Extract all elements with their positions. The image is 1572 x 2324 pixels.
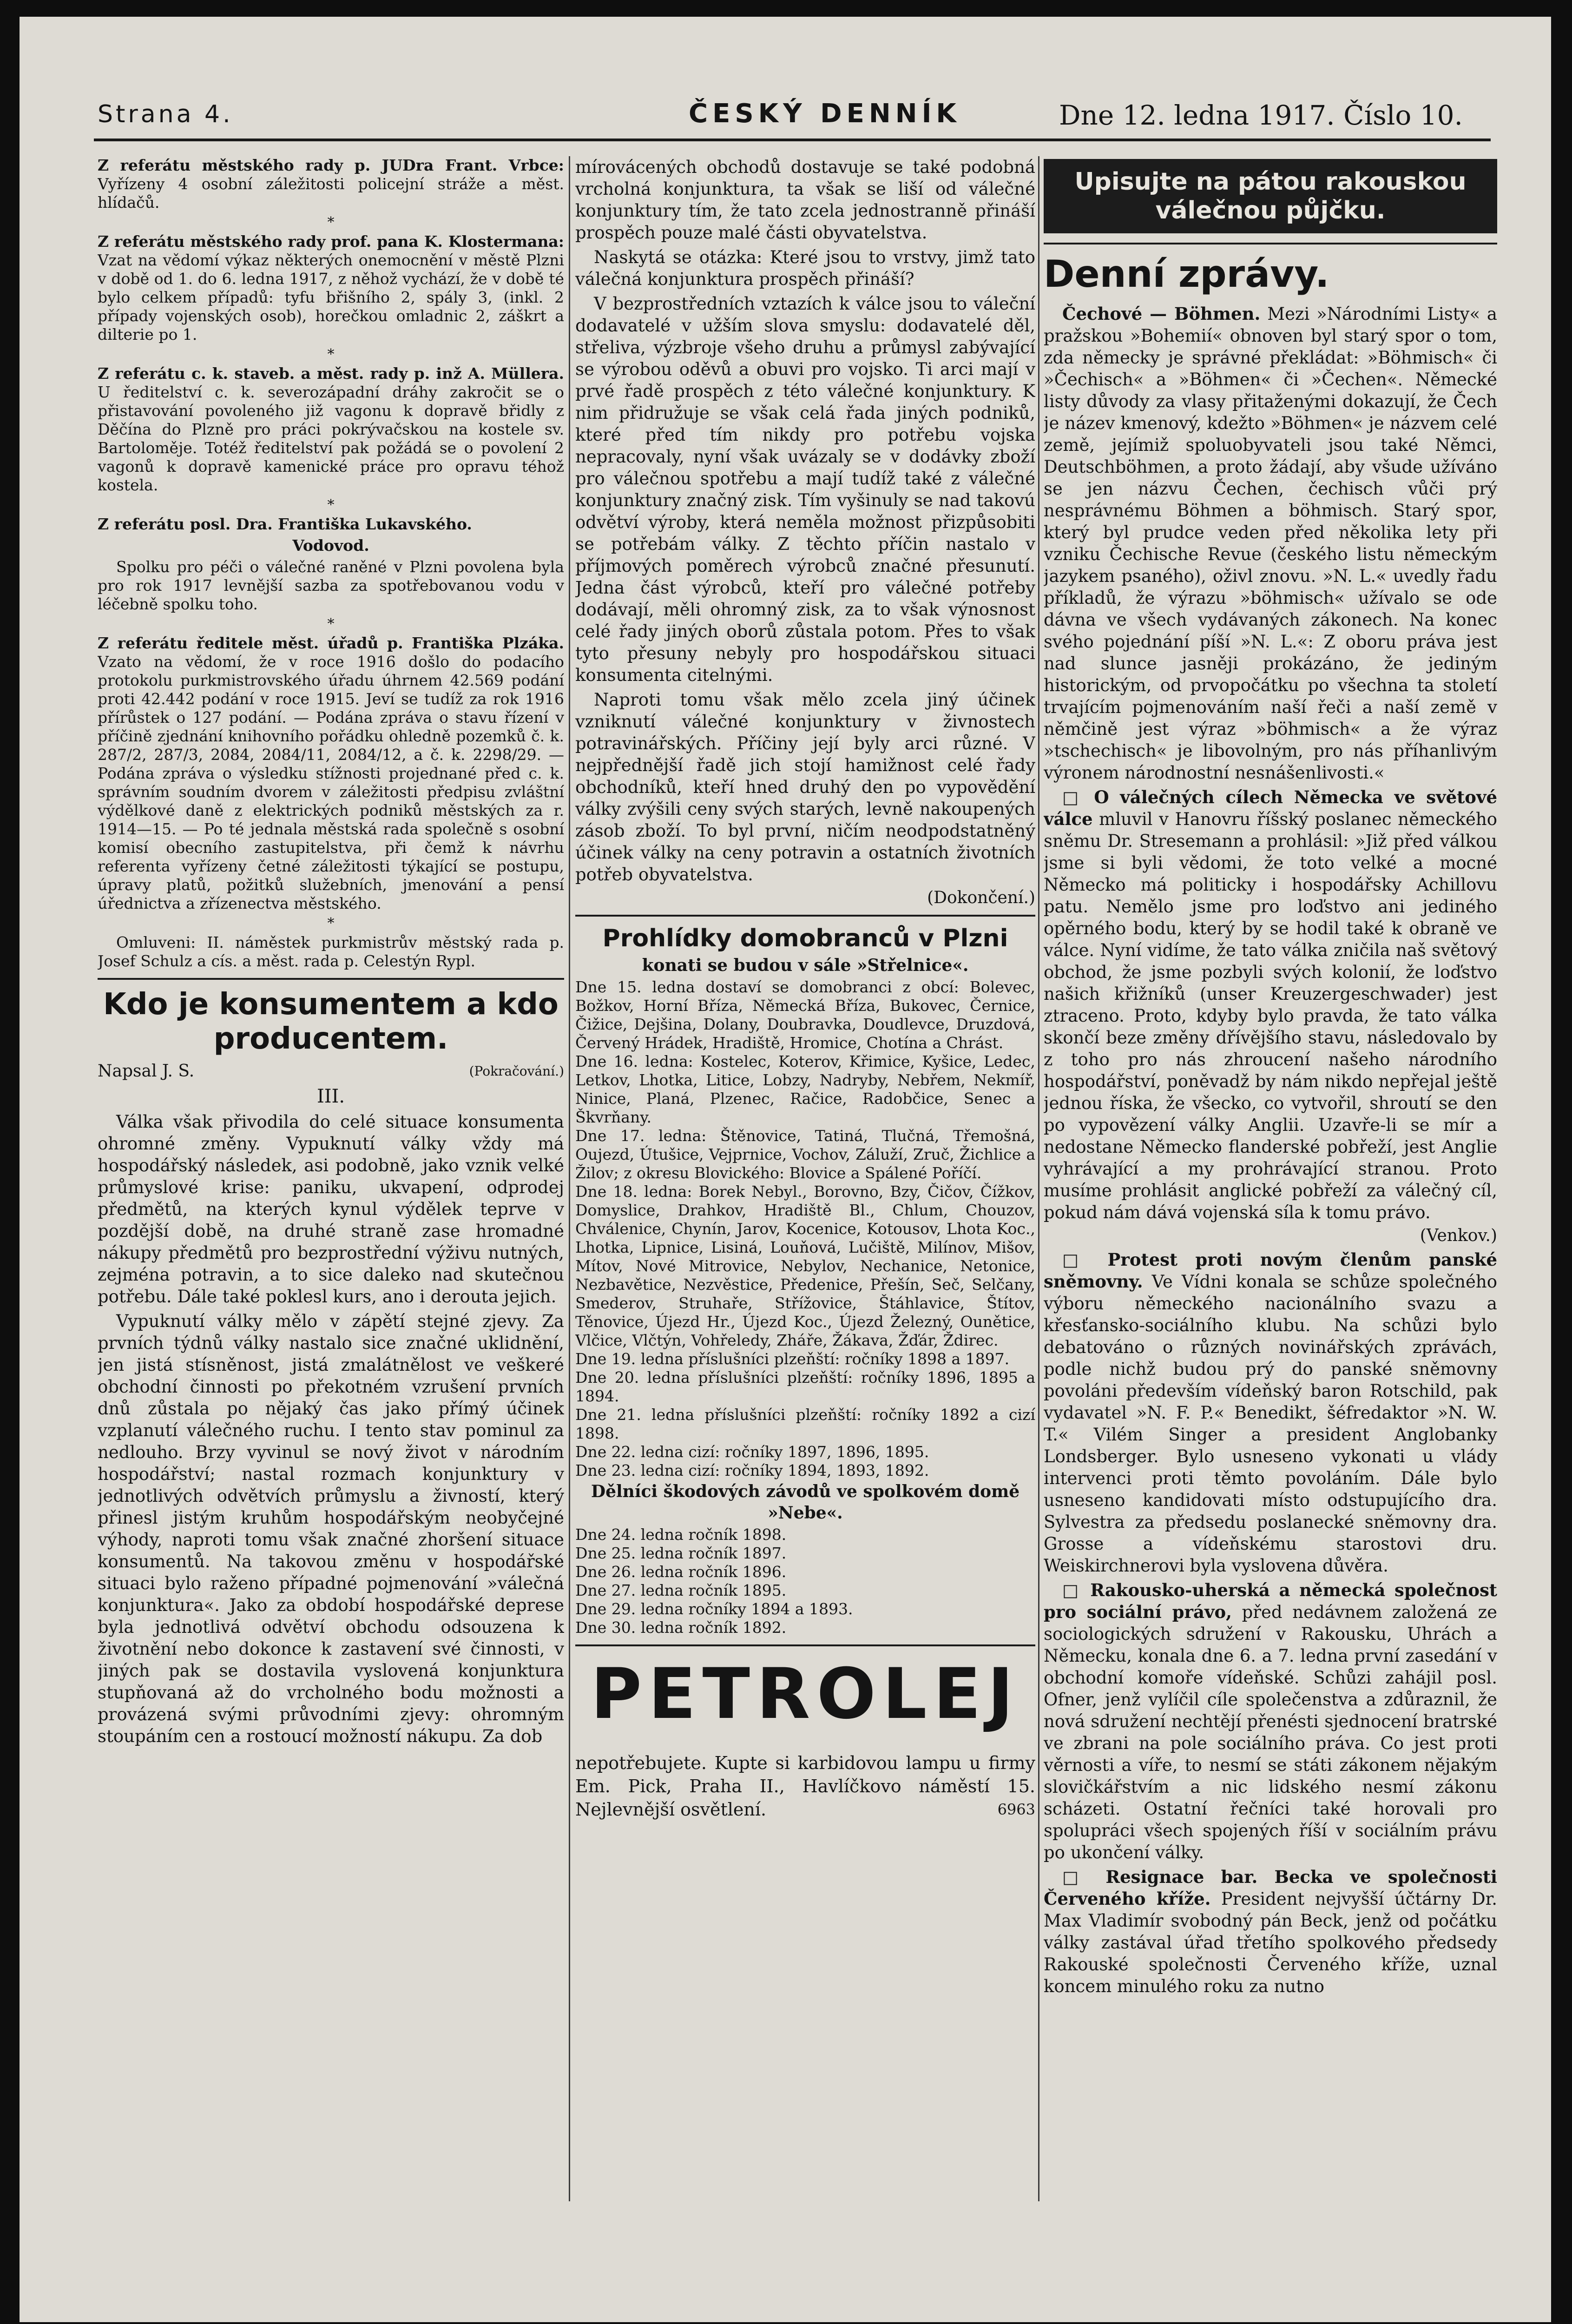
article-paragraph: Válka však přivodila do celé situace konsumenta ohromné změny. Vypuknutí války vždy má hospodářský následek, asi podobně, jako vznik velké průmyslové krise: paniku, ukvapení, odprodej předmětů, na kterých kynul výdělek teprve v pozdější době, na druhé straně zase hromadné nákupy předmětů pro bezprostřední výživu nutných, zejména potravin, a to sice daleko nad skutečnou potřebu. Dále také poklesl kurs, ano i derouta jejich. [98,1112,564,1307]
source-note: (Venkov.) [1420,1226,1497,1245]
page-number: Strana 4. [98,100,233,128]
news-item: □ Rakousko-uherská a německá společnost pro sociální právo, před nedávnem založená ze sociologických sdružení v Rakousku, Uhrách a Německu, konala dne 6. a 7. ledna první zasedání v obchodní komoře vídeňské. Schůzi zahájil posl. Ofner, jenž vylíčil cíle společenstva a zdůraznil, že nová sdružení nechtějí přenésti sjednocení bratrské ve zbrani na pole sociálního práva. Co jest proti věrnosti a víře, to nesmí se státi zákonem nějakým slovičkářstvím a nic lidského nesmí zákonu scházeti. Ostatní řečníci také horovali pro spolupráci všech spojených říší v sociálním právu po ukončení války. [1044,1580,1497,1862]
bullet-icon: □ [1062,1867,1106,1887]
bullet-icon: □ [1062,787,1094,807]
section-rule [98,978,564,980]
separator: * [327,497,335,513]
section-rule [575,915,1035,917]
section-rule [575,1644,1035,1646]
separator: * [327,214,335,231]
article-paragraph: V bezprostředních vztazích k válce jsou to váleční dodavatelé v užším slova smyslu: dodavatelé děl, střeliva, výzbroje všeho druhu a průmysl zabývající se výrobou oděvů a obuvi pro vojsko. Ti arci mají v prvé řadě prospěch z této válečné konjunktury. K nim přidružuje se však celá řada jiných podniků, které před tím nikdy pro potřebu vojska nepracovaly, nyní však uvázaly se v dodávky zboží pro válečnou spotřebu a mají tudíž také z válečné konjunktury značný zisk. Tím vyšinuly se nad takovú odvětví výroby, která neměla možnost přizpůsobiti se potřebám války. Z těchto příčin nastalo v příjmových poměrech výrobců značné přesunutí. Jedna část výrobců, kteří pro válečné potřeby dodávají, měli ohromný zisk, za to však výnosnost celé řady jiných oborů zůstala potom. Přes to však tyto přesuny nebyly pro hospodářskou situaci konsumenta citelnými. [575,294,1035,685]
article-consumer [98,987,564,1747]
article-paragraph: mírovácených obchodů dostavuje se také podobná vrcholná konjunktura, ta však se liší od válečné konjunktury tím, že tato zcela jednostranně přináší prospěch pouze malé části obyvatelstva. [575,157,1035,243]
report-block: Z referátu ředitele měst. úřadů p. Františka Plzáka. Vzato na vědomí, že v roce 1916 došlo do podacího protokolu purkmistrovského úřadu úhrnem 42.569 podání proti 42.442 podání v roce 1915. Jeví se tudíž za rok 1916 přírůstek o 127 podání. — Podána zpráva o stavu řízení v příčině zjednání knihovního pořádku ohledně pozemků č. k. 287/2, 287/3, 2084, 2084/11, 2084/12, a č. k. 2298/29. — Podána zpráva o výsledku stížnosti projednané před c. k. správním soudním dvorem v záležitosti předpisu zvláštní výdělkové daně z elektrických podniků městských za r. 1914—15. — Po té jednala městská rada společně s osobní komisí obecního zastupitelstva, při čemž k návrhu referenta vyřízeny četné záležitosti týkající se postupu, úpravy platů, požitků služebních, jmenování a pensí úřednictva a zřízenectva městského. [98,634,564,912]
newspaper-page [20,17,1551,2322]
column-2 [575,156,1035,2201]
news-item: Čechové — Böhmen. Mezi »Národními Listy« a pražskou »Bohemií« obnoven byl starý spor o tom, zda německy je správné překládat: »Böhmisch« či »Čechisch« a »Böhmen« či »Čechen«. Německé listy důvody za vlasy přitaženými dokazují, že Čech je název kmenový, kdežto »Böhmen« je názvem celé země, jejímiž spoluobyvateli jsou také Němci, Deutschböhmen, a proto žádají, aby všude užíváno se jen názvu Čechen, čechisch vůči prý nesprávnému Böhmen a böhmisch. Starý spor, který byl prudce veden před několika lety při vzniku Čechische Revue (českého listu německým jazykem psaného), oživl znovu. »N. L.« uvedly řadu příkladů, že výrazu »böhmisch« užívalo se ode dávna ve všech vydávaných zákonech. Na konec svého pojednání píší »N. L.«: Z oboru práva jest nad slunce jasněji prokázáno, že jediným historickým, od prvopočátku po všechna ta století trvajícím pojmenováním naší řeči a naší země v němčině jest výraz »böhmisch« a že výraz »tschechisch« je libovolným, pro nás příhanlivým výronem národnostní nesnášenlivosti.« [1044,304,1497,783]
section-rule [1044,243,1497,244]
report-block: Z referátu c. k. staveb. a měst. rady p. inž A. Müllera. U ředitelství c. k. severozápadní dráhy zakročit se o přistavování povoleného již vagonu k dopravě břidly z Děčína do Plzně pro práci pokrývačskou na kostele sv. Bartoloměje. Totéž ředitelství pak požádá se o povolení 2 vagonů k dopravě kamenické práce pro opravu téhož kostela. [98,364,564,494]
ad-petrolej [575,1655,1035,1821]
report-block: Spolku pro péči o válečné raněné v Plzni povolena byla pro rok 1917 levnější sazba za spotřebovanou vodu v léčebně spolku toho. [98,558,564,613]
schedule-entry: Dne 30. ledna ročník 1892. [575,1618,787,1637]
schedule-entry: Dne 26. ledna ročník 1896. [575,1563,787,1581]
bullet-icon: □ [1062,1580,1091,1600]
article-part: III. [316,1086,345,1107]
author: Napsal J. S. [98,1062,195,1081]
report-block: Z referátu městského rady prof. pana K. Klostermana: Vzat na vědomí výkaz některých onemocnění v městě Plzni v době od 1. do 6. ledna 1917, z něhož vychází, že v době té bylo celkem případů: tyfu břišního 2, spály 3, (inkl. 2 případy vojenských osob), horečkou omladnic 2, záškrt a dilterie po 1. [98,232,564,343]
news-item: □ O válečných cílech Německa ve světové válce mluvil v Hanovru říšský poslanec německého sněmu Dr. Stresemann a prohlásil: »Již před válkou jsme si byli vědomi, že toto velké a mocné Německo má politicky i hospodářsky Achillovu patu. Nemělo jsme pro loďstvo ani jediného opěrného bodu, který by se hodil také k obraně ve válce. Nyní vidíme, že tato válka zničila naš světový obchod, že jsme pozbyli svých kolonií, že loďstvo našich křižníků (unser Kreuzergeschwader) jest ztraceno. Proto, kdyby bylo pravda, že tato válka skončí beze změny dřívějšího stavu, následovalo by z toho pro nás zhroucení našeho národního hospodářství, poněvadž by nám nikdo nepřejal ještě jednou říska, že všecko, co vytvořil, shroutí se den po vypovězení války Anglii. Uzavře-li se mír a nedostane Německo flanderské pobřeží, jest Anglie vyhrávající a my prohrávající stranou. Proto musíme prohlásit anglické pobřeží za válečný cíl, pokud nám dává vojenská síla k tomu právo. [1044,787,1497,1222]
column-divider [1038,156,1039,2201]
schedule-entry: Dne 20. ledna příslušníci plzeňští: ročníky 1896, 1895 a 1894. [575,1368,1035,1405]
news-item: □ Protest proti novým členům panské sněmovny. Ve Vídni konala se schůze společného výboru německého nacionálního svazu a křesťansko-sociálního klubu. Na schůzi bylo debatováno o různých novinářských zprávách, podle nichž budou prý do panské sněmovny povoláni především vídeňský baron Rotschild, pak vydavatel »N. F. P.« Benedikt, šéfredaktor »N. W. T.« Vilém Singer a president Anglobanky Londsberger. Bylo usneseno vykonati u vlády intervenci proti těmto povoláním. Dále bylo usneseno kandidovati místo odstupujícího dra. Sylvestra za předsedu poslanecké sněmovny dra. Grosse a vídeňskému starostovi dru. Weiskirchnerovi byla vyslovena důvěra. [1044,1249,1497,1576]
schedule-entry: Dne 15. ledna dostaví se domobranci z obcí: Bolevec, Božkov, Horní Bříza, Německá Bříza, Bukovec, Černice, Čižice, Dejšina, Dolany, Doubravka, Doudlevce, Druzdová, Červený Hrádek, Hradiště, Hromice, Chotína a Chrást. [575,978,1035,1052]
article-title: Kdo je konsumentem a kdo producentem. [103,987,559,1056]
separator: * [327,915,335,931]
workers-title: Dělníci škodových závodů ve spolkovém domě »Nebe«. [591,1482,1020,1523]
page-header [20,17,1551,147]
report-block: Z referátu posl. Dra. Františka Lukavského. [98,515,472,533]
council-reports [98,156,564,971]
schedule-entry: Dne 18. ledna: Borek Nebyl., Borovno, Bzy, Čičov, Čížkov, Domyslice, Drahkov, Hradiště Bl., Chlum, Chouzov, Chválenice, Chynín, Jarov, Kocenice, Kotousov, Lhota Koc., Lhotka, Lipnice, Lisiná, Louňová, Lučiště, Milínov, Mišov, Mítov, Nové Mitrovice, Nebylov, Nechanice, Netonice, Nezbavětice, Nezvěstice, Předenice, Přešín, Seč, Selčany, Smederov, Struhaře, Střížovice, Štáhlavice, Štítov, Těnovice, Újezd Hr., Újezd Koc., Újezd Železný, Ouněticе, Vlčice, Vlčtýn, Vohřeledy, Zháře, Žákava, Žďár, Ždirec. [575,1182,1035,1349]
schedule-entry: Dne 27. ledna ročník 1895. [575,1581,787,1599]
article-paragraph: Naproti tomu však mělo zcela jiný účinek vzniknutí válečné konjunktury v živnostech potravinářských. Příčiny její byly arci různé. V nejpřednější řadě jich stojí hamižnost celé řady obchodníků, kteří hned druhý den po vypovědění války zvýšili ceny svých starých, levně nakoupených zásob zboží. To byl první, ničím neodpodstatněný účinek války na ceny potravin a ostatních životních potřeb obyvatelstva. [575,690,1035,885]
schedule-entry: Dne 25. ledna ročník 1897. [575,1544,787,1562]
continued-note: (Pokračování.) [469,1063,564,1079]
notice-title: Prohlídky domobranců v Plzni [602,924,1008,952]
schedule-entry: Dne 24. ledna ročník 1898. [575,1525,787,1544]
header-rule [94,139,1491,141]
column-3 [1044,156,1497,2201]
separator: * [327,346,335,363]
ad-code: 6963 [997,1801,1035,1818]
article-byline [98,1061,564,1082]
schedule-entry: Dne 19. ledna příslušníci plzeňští: ročníky 1898 a 1897. [575,1350,1010,1368]
ad-title: PETROLEJ [591,1654,1020,1735]
schedule-entry: Dne 17. ledna: Štěnovice, Tatiná, Tlučná, Třemošná, Oujezd, Útušice, Vejprnice, Vochov, Záluží, Zruč, Žichlice a Žilov; z okresu Blovického: Blovice a Spálené Poříčí. [575,1127,1035,1182]
bullet-icon: □ [1062,1250,1108,1270]
column-1 [98,156,564,2201]
separator: * [327,616,335,632]
news-item: □ Resignace bar. Becka ve společnosti Červeného kříže. President nejvyšší účtárny Dr. Max Vladimír svobodný pán Beck, jenž od počátku války zastával úřad třetího spolkového předsedy Rakouské společnosti Červeného kříže, uznal koncem minulého roku za nutno [1044,1867,1497,1996]
section-title: Denní zprávy. [1044,252,1329,296]
schedule-entry: Dne 21. ledna příslušníci plzeňští: ročníky 1892 a cizí 1898. [575,1406,1035,1442]
war-loan-banner: Upisujte na pátou rakouskou válečnou půjčku. [1044,159,1497,233]
article-paragraph: Naskytá se otázka: Které jsou to vrstvy, jimž tato válečná konjunktura prospěch přináší? [575,247,1035,289]
column-divider [569,156,570,2201]
notice-inspections [575,924,1035,1637]
schedule-entry: Dne 16. ledna: Kostelec, Koterov, Křimice, Kyšice, Ledec, Letkov, Lhotka, Litice, Lobzy, Nadryby, Nebřem, Nekmíř, Ninice, Planá, Plzenec, Račice, Radobčice, Senec a Škvrňany. [575,1052,1035,1126]
report-block: Z referátu městského rady p. JUDra Frant. Vrbce: Vyřízeny 4 osobní záležitosti policejní stráže a měst. hlídačů. [98,156,564,211]
report-block: Omluveni: II. náměstek purkmistrův městský rada p. Josef Schulz a cís. a měst. rada p. Celestýn Rypl. [98,933,564,970]
schedule-entry: Dne 23. ledna cizí: ročníky 1894, 1893, 1892. [575,1461,929,1479]
schedule-entry: Dne 22. ledna cizí: ročníky 1897, 1896, 1895. [575,1443,929,1461]
ad-text: nepotřebujete. Kupte si karbidovou lampu u firmy Em. Pick, Praha II., Havlíčkovo náměstí 15. Nejlevnější osvětlení. 6963 [575,1751,1035,1821]
report-subhead: Vodovod. [292,536,369,555]
schedule-entry: Dne 29. ledna ročníky 1894 a 1893. [575,1600,853,1618]
article-paragraph: Vypuknutí války mělo v zápětí stejné zjevy. Za prvních týdnů války nastalo sice značné uklidnění, jen jistá stísněnost, jistá zmalátnělost ve veškeré obchodní činnosti po překotném vzrušení prvních dnů zůstala po nějaký čas jako přímý účinek vzplanutí válečného ruchu. I tento stav pominul za nedlouho. Brzy vyvinul se nový život v národním hospodářství; nastal rozmach konjunktury v jednotlivých odvětvích průmyslu a živností, který přinesl jistým kruhům hospodářským neobyčejné výhody, naproti tomu však značné zhoršení situace konsumentů. Na takovou změnu v hospodářské situaci bylo raženo případné pojmenování »válečná konjunktura«. Jako za období hospodářské deprese byla jednotlivá odvětví obchodu odsouzena k životnění nebo dokonce k zastavení své činnosti, v jiných pak se dostavila vyslovená konjunktura stupňovaná až do vrcholného bodu možnosti a provázená svými průvodními zjevy: ohromným stoupáním cen a rostoucí možností nákupu. Za dob [98,1311,564,1746]
paper-title: ČESKÝ DENNÍK [689,99,961,129]
concluded-note: (Dokončení.) [927,888,1035,907]
notice-subtitle: konati se budou v sále »Střelnice«. [642,956,969,975]
issue-date: Dne 12. ledna 1917. Číslo 10. [1059,99,1463,131]
